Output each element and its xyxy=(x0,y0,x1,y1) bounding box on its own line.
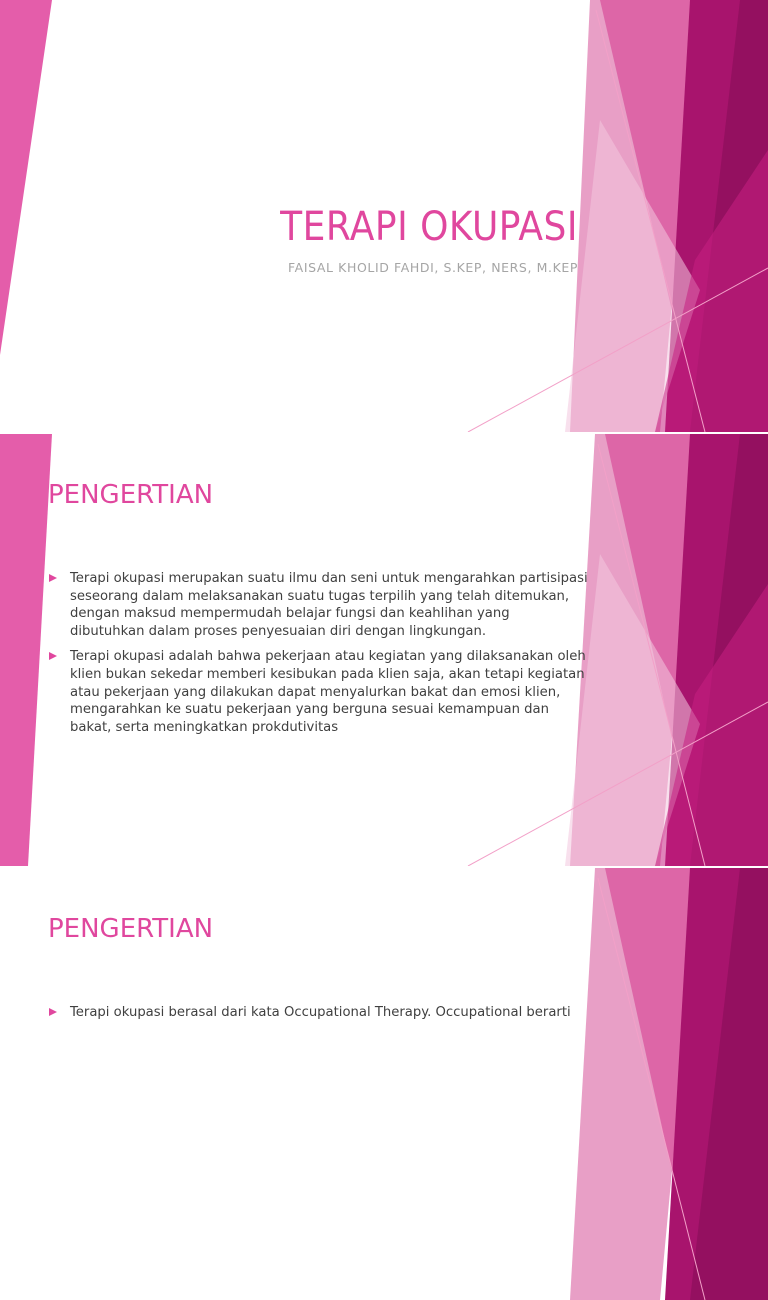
presentation-subtitle: FAISAL KHOLID FAHDI, S.KEP, NERS, M.KEP xyxy=(288,260,578,275)
triangle-bullet-icon xyxy=(49,652,57,660)
presentation-title: TERAPI OKUPASI xyxy=(280,204,578,250)
content-slide-pengertian-2 xyxy=(0,868,768,1300)
bullet-item xyxy=(48,648,588,736)
bullet-list xyxy=(48,1004,588,1030)
left-pink-wedge xyxy=(0,0,52,355)
content-slide-pengertian-1 xyxy=(0,434,768,866)
left-pink-wedge xyxy=(0,434,52,866)
triangle-bullet-icon xyxy=(49,574,57,582)
bullet-text: Terapi okupasi merupakan suatu ilmu dan seni untuk mengarahkan partisipasi seseorang dalam melaksanakan suatu tugas terpilih yang telah ditemukan, dengan maksud mempermudah belajar fungsi dan keahlihan yang dibutuhkan dalam proses penyesuaian diri dengan lingkungan. xyxy=(70,571,588,639)
bullet-list xyxy=(48,570,588,744)
bullet-item xyxy=(48,1004,588,1022)
bullet-text: Terapi okupasi adalah bahwa pekerjaan atau kegiatan yang dilaksanakan oleh klien bukan sekedar memberi kesibukan pada klien saja, akan tetapi kegiatan atau pekerjaan yang dilakukan dapat menyalurkan bakat dan emosi klien, mengarahkan ke suatu pekerjaan yang berguna sesuai kemampuan dan bakat, serta meningkatkan prokdutivitas xyxy=(70,649,586,735)
bullet-text: Terapi okupasi berasal dari kata Occupational Therapy. Occupational berarti xyxy=(70,1005,571,1020)
title-slide xyxy=(0,0,768,432)
slide-heading: PENGERTIAN xyxy=(48,480,214,510)
triangle-bullet-icon xyxy=(49,1008,57,1016)
bullet-item xyxy=(48,570,588,640)
slide-heading: PENGERTIAN xyxy=(48,914,214,944)
